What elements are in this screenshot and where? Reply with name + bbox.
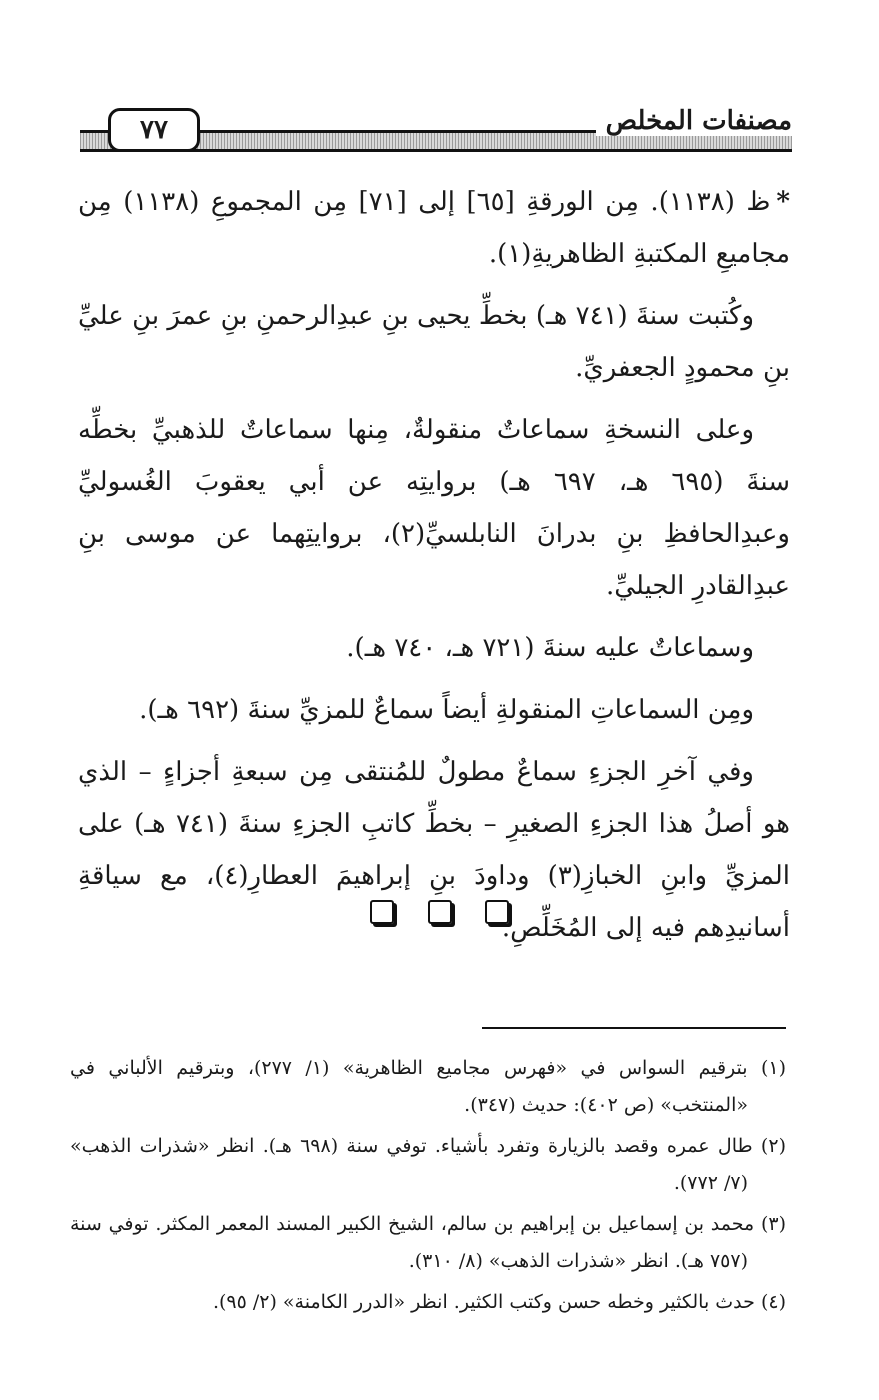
paragraph-1 bbox=[78, 176, 790, 280]
asterisk-marker: * bbox=[776, 187, 791, 217]
footnote-1: (١) بترقيم السواس في «فهرس مجاميع الظاهرية» (١/ ٢٧٧)، وبترقيم الألباني في «المنتخب» (ص ٤٠٢): حديث (٣٤٧). bbox=[70, 1057, 786, 1116]
ornament-square-icon bbox=[428, 900, 452, 924]
running-title: مصنفات المخلص bbox=[596, 106, 792, 136]
paragraph-2: وكُتبت سنةَ (٧٤١ هـ) بخطِّ يحيى بنِ عبدِالرحمنِ بنِ عمرَ بنِ عليِّ بنِ محمودٍ الجعفريِّ. bbox=[78, 301, 790, 383]
footnote-4: (٤) حدث بالكثير وخطه حسن وكتب الكثير. انظر «الدرر الكامنة» (٢/ ٩٥). bbox=[212, 1291, 786, 1313]
ornament-square-icon bbox=[485, 900, 509, 924]
page-number: ٧٧ bbox=[108, 108, 200, 152]
footnote-2: (٢) طال عمره وقصد بالزيارة وتفرد بأشياء. توفي سنة (٦٩٨ هـ). انظر «شذرات الذهب» (٧/ ٧٧٢). bbox=[70, 1135, 786, 1194]
ornament-square-icon bbox=[370, 900, 394, 924]
footnote-separator bbox=[482, 1027, 786, 1029]
footnote-3: (٣) محمد بن إسماعيل بن إبراهيم بن سالم، الشيخ الكبير المسند المعمر المكثر. توفي سنة (٧٥٧ هـ). انظر «شذرات الذهب» (٨/ ٣١٠). bbox=[70, 1213, 786, 1272]
main-text bbox=[78, 176, 790, 964]
running-header bbox=[80, 100, 792, 164]
paragraph-4: وسماعاتٌ عليه سنةَ (٧٢١ هـ، ٧٤٠ هـ). bbox=[346, 633, 754, 663]
footnotes bbox=[70, 1050, 786, 1325]
paragraph-3: وعلى النسخةِ سماعاتٌ منقولةٌ، مِنها سماعاتٌ للذهبيِّ بخطِّه سنةَ (٦٩٥ هـ، ٦٩٧ هـ) بروايتِه عن أبي يعقوبَ الغُسوليِّ وعبدِالحافظِ بنِ بدرانَ النابلسيِّ(٢)، بروايتِهما عن موسى بنِ عبدِالقادرِ الجيليِّ. bbox=[78, 415, 790, 601]
section-ornament bbox=[0, 900, 879, 924]
paragraph-text: ظ (١١٣٨). مِن الورقةِ [٦٥] إلى [٧١] مِن المجموعِ (١١٣٨) مِن مجاميعِ المكتبةِ الظاهريةِ(١). bbox=[78, 187, 790, 269]
paragraph-6: وفي آخرِ الجزءِ سماعٌ مطولٌ للمُنتقى مِن سبعةِ أجزاءٍ – الذي هو أصلُ هذا الجزءِ الصغيرِ – بخطِّ كاتبِ الجزءِ سنةَ (٧٤١ هـ) على المزيِّ وابنِ الخبازِ(٣) وداودَ بنِ إبراهيمَ العطارِ(٤)، مع سياقةِ أسانيدِهم فيه إلى المُخَلِّصِ. bbox=[78, 757, 791, 943]
paragraph-5: ومِن السماعاتِ المنقولةِ أيضاً سماعٌ للمزيِّ سنةَ (٦٩٢ هـ). bbox=[139, 695, 754, 725]
